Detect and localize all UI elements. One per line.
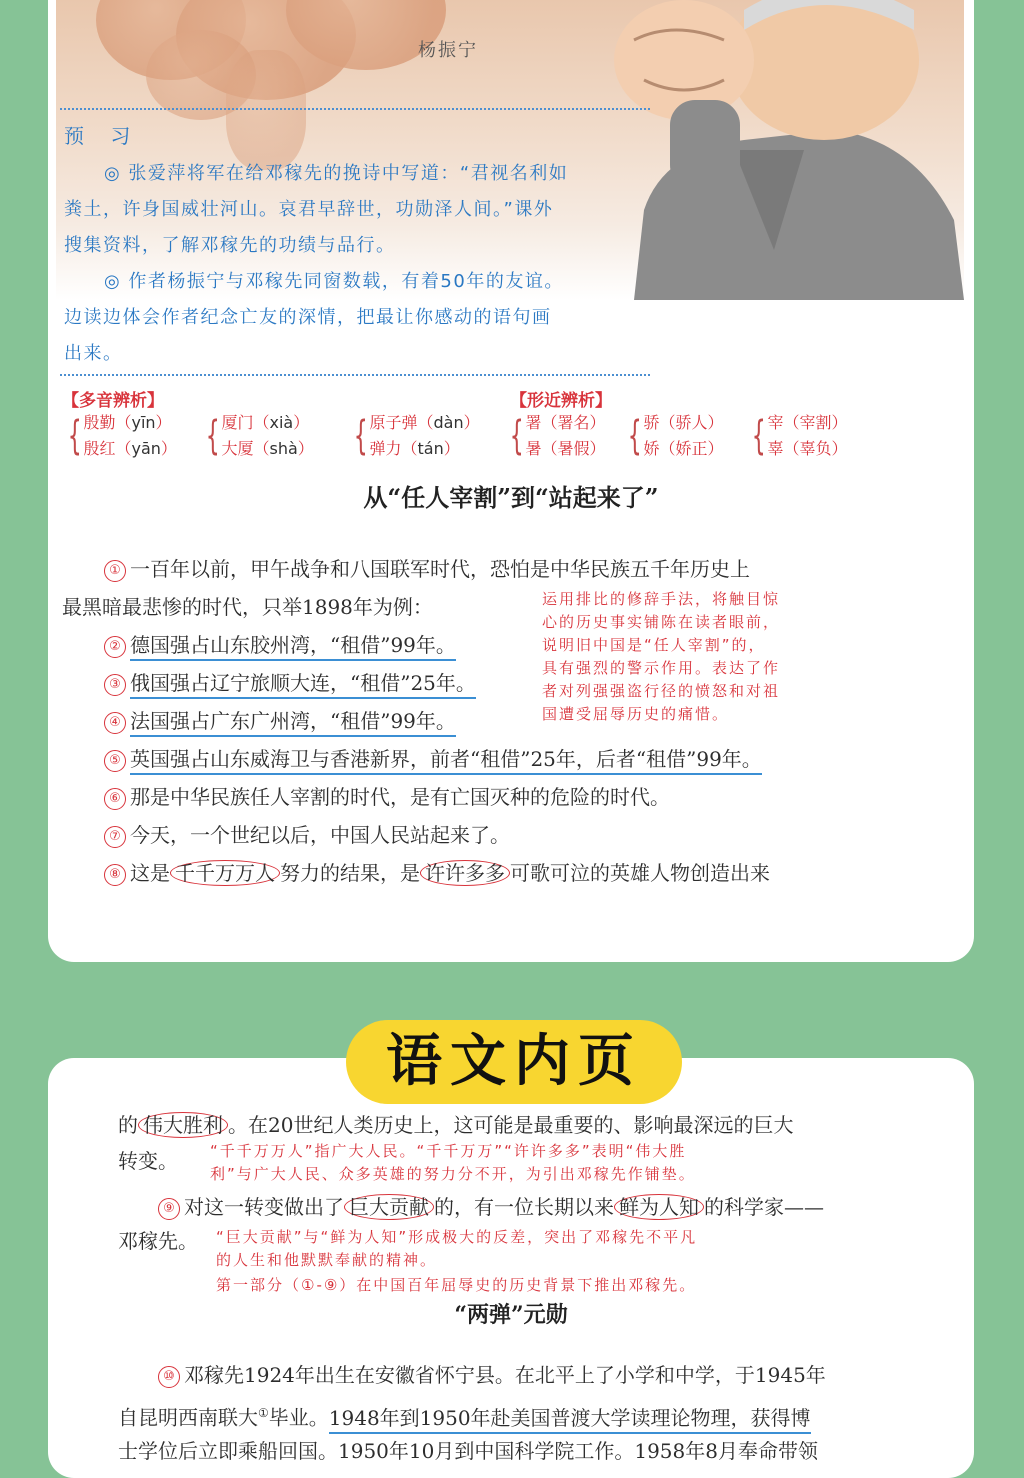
paragraph-1-cont: 最黑暗最悲惨的时代，只举1898年为例： — [62, 595, 433, 619]
similar-char-group: { 署（署名） 暑（暑假） — [509, 413, 606, 459]
polyphone-group: { 厦门（xià） 大厦（shà） — [205, 413, 314, 459]
paragraph-10: ⑩ 邓稼先1924年出生在安徽省怀宁县。在北平上了小学和中学，于1945年 — [158, 1356, 826, 1394]
article-title: 从“任人宰割”到“站起来了” — [363, 483, 659, 512]
author-name: 杨振宁 — [418, 40, 478, 61]
paragraph-8-end: 转变。 — [118, 1149, 178, 1173]
similar-char-group: { 宰（宰割） 辜（辜负） — [751, 413, 848, 459]
textbook-page-top — [48, 0, 974, 962]
paragraph-3: ③ 俄国强占辽宁旅顺大连，“租借”25年。 — [104, 664, 476, 702]
paragraph-7: ⑦ 今天，一个世纪以后，中国人民站起来了。 — [104, 816, 510, 854]
paragraph-10-line-3: 士学位后立即乘船回国。1950年10月到中国科学院工作。1958年8月奉命带领 — [118, 1439, 818, 1463]
divider — [60, 108, 650, 110]
paragraph-10-line-2: 自昆明西南联大①毕业。1948年到1950年赴美国普渡大学读理论物理，获得博 — [118, 1394, 811, 1437]
preview-paragraph-2: ◎ 作者杨振宁与邓稼先同窗数载，有着50年的友谊。 边读边体会作者纪念亡友的深情，把最让你感动的语句画 出来。 — [64, 271, 564, 364]
paragraph-4: ④ 法国强占广东广州湾，“租借”99年。 — [104, 702, 456, 740]
annotation-note-1: 运用排比的修辞手法，将触目惊 心的历史事实铺陈在读者眼前， 说明旧中国是“任人宰割”的， 具有强烈的警示作用。表达了作 者对列强强盗行径的愤怒和对祖 国遭受屈辱历史的痛惜。 — [542, 590, 781, 723]
similar-char-heading: 【形近辨析】 — [510, 391, 612, 411]
paragraph-8: ⑧ 这是 千千万万人 努力的结果，是 许许多多 可歌可泣的英雄人物创造出来 — [104, 854, 770, 892]
paragraph-2: ② 德国强占山东胶州湾，“租借”99年。 — [104, 626, 456, 664]
similar-char-group: { 骄（骄人） 娇（娇正） — [627, 413, 724, 459]
section-summary-note: 第一部分（①-⑨）在中国百年屈辱史的历史背景下推出邓稼先。 — [216, 1276, 697, 1294]
preview-paragraph-1: ◎ 张爱萍将军在给邓稼先的挽诗中写道：“君视名利如 粪土，许身国威壮河山。哀君早辞世，功勋泽人间。”课外 搜集资料，了解邓稼先的功绩与品行。 — [64, 163, 569, 256]
polyphone-heading: 【多音辨析】 — [62, 391, 164, 411]
polyphone-group: { 原子弹（dàn） 弹力（tán） — [353, 413, 480, 459]
annotation-note-2: “千千万万人”指广大人民。“千千万万”“许许多多”表明“伟大胜 利”与广大人民、众多英雄的努力分不开，为引出邓稼先作铺垫。 — [210, 1142, 696, 1183]
section-badge: 语文内页 — [346, 1020, 682, 1104]
textbook-page-bottom — [48, 1058, 974, 1478]
section-subtitle: “两弹”元勋 — [454, 1302, 568, 1328]
paragraph-6: ⑥ 那是中华民族任人宰割的时代，是有亡国灭种的危险的时代。 — [104, 778, 670, 816]
paragraph-5: ⑤ 英国强占山东威海卫与香港新界，前者“租借”25年，后者“租借”99年。 — [104, 740, 762, 778]
preview-heading: 预 习 — [64, 124, 141, 148]
divider — [60, 374, 650, 376]
paragraph-1: ① 一百年以前，甲午战争和八国联军时代，恐怕是中华民族五千年历史上 — [104, 550, 750, 588]
paragraph-9-end: 邓稼先。 — [118, 1229, 198, 1253]
annotation-note-3: “巨大贡献”与“鲜为人知”形成极大的反差，突出了邓稼先不平凡 的人生和他默默奉献的精神。 — [216, 1228, 698, 1269]
polyphone-group: { 殷勤（yīn） 殷红（yān） — [67, 413, 177, 459]
paragraph-8-cont: 的 伟大胜利 。在20世纪人类历史上，这可能是最重要的、影响最深远的巨大 — [118, 1113, 794, 1137]
paragraph-9: ⑨ 对这一转变做出了 巨大贡献 的，有一位长期以来 鲜为人知 的科学家—— — [158, 1188, 824, 1226]
